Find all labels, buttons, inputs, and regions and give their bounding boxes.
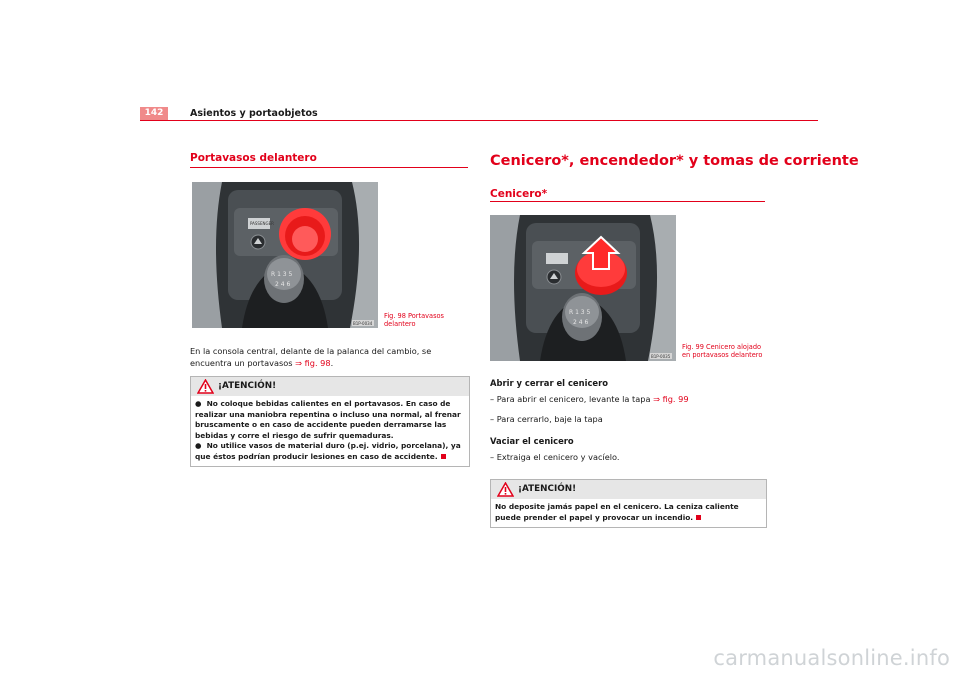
main-heading-cenicero: Cenicero*, encendedor* y tomas de corriente (490, 153, 859, 169)
figure-98-caption: Fig. 98 Portavasos delantero (384, 312, 444, 328)
warning-header-right (491, 480, 766, 499)
page-number: 142 (140, 107, 168, 120)
fig-98-link[interactable]: ⇒ fig. 98 (295, 358, 331, 368)
figure-98-code: B1P-0034 (353, 321, 373, 326)
header-rule (140, 120, 818, 121)
svg-text:R 1 3 5: R 1 3 5 (569, 309, 591, 316)
paragraph-end: . (330, 358, 334, 368)
warning-body-right (491, 499, 766, 527)
cupholder-image (192, 182, 378, 328)
warning-triangle-icon (497, 482, 514, 497)
warning-title-left: ¡ATENCIÓN! (218, 381, 277, 391)
figure-99-caption: Fig. 99 Cenicero alojado en portavasos delantero (682, 343, 763, 359)
fig-99-link[interactable]: ⇒ fig. 99 (653, 394, 689, 404)
subheading-vaciar: Vaciar el cenicero (490, 436, 574, 446)
heading-portavasos: Portavasos delantero (190, 152, 317, 164)
step-open-text: – Para abrir el cenicero, levante la tapa (490, 394, 654, 404)
warning-body-left (191, 396, 469, 466)
warning-triangle-icon (197, 379, 214, 394)
figure-98-photo (192, 182, 378, 328)
svg-text:2 4 6: 2 4 6 (573, 319, 589, 326)
end-mark-icon (696, 515, 701, 520)
end-mark-icon (441, 454, 446, 459)
step-empty: – Extraiga el cenicero y vacíelo. (490, 452, 620, 462)
paragraph-portavasos (190, 345, 470, 369)
warning-item: ● No utilice vasos de material duro (p.ej. vidrio, porcelana), ya que éstos podrían producir lesiones en caso de accidente. (195, 441, 461, 461)
warning-box-left (190, 376, 470, 467)
warning-title-right: ¡ATENCIÓN! (518, 484, 577, 494)
watermark: carmanualsonline.info (713, 646, 950, 670)
warning-text: No deposite jamás papel en el cenicero. La ceniza caliente puede prender el papel y provocar un incendio. (495, 502, 739, 522)
warning-item-text: No utilice vasos de material duro (p.ej. vidrio, porcelana), ya que éstos podrían producir lesiones en caso de accidente. (195, 441, 461, 461)
heading-rule-right (490, 201, 765, 202)
heading-rule-left (190, 167, 468, 168)
svg-text:2 4 6: 2 4 6 (275, 281, 291, 288)
step-open (490, 393, 768, 405)
warning-header-left (191, 377, 469, 396)
step-close: – Para cerrarlo, baje la tapa (490, 414, 603, 424)
figure-99-photo (490, 215, 676, 361)
warning-item: ● No coloque bebidas calientes en el portavasos. En caso de realizar una maniobra repentina o incluso una normal, al frenar bruscamente o en caso de accidente pueden derramarse las bebidas y corre el riesgo de sufrir quemaduras. (195, 399, 461, 440)
warning-box-right (490, 479, 767, 528)
section-title: Asientos y portaobjetos (190, 108, 318, 119)
figure-99-code: B1P-0035 (651, 354, 671, 359)
svg-text:R 1 3 5: R 1 3 5 (271, 271, 293, 278)
ashtray-image (490, 215, 676, 361)
svg-text:PASSENGER: PASSENGER (250, 221, 274, 226)
subheading-abrir-cerrar: Abrir y cerrar el cenicero (490, 378, 608, 388)
heading-cenicero: Cenicero* (490, 188, 548, 200)
warning-item-text: No coloque bebidas calientes en el portavasos. En caso de realizar una maniobra repentina o incluso una normal, al frenar bruscamente o en caso de accidente pueden derramarse las bebidas y corre el riesgo de sufrir quemaduras. (195, 399, 461, 440)
paragraph-text: En la consola central, delante de la palanca del cambio, se encuentra un portavasos (190, 346, 432, 368)
